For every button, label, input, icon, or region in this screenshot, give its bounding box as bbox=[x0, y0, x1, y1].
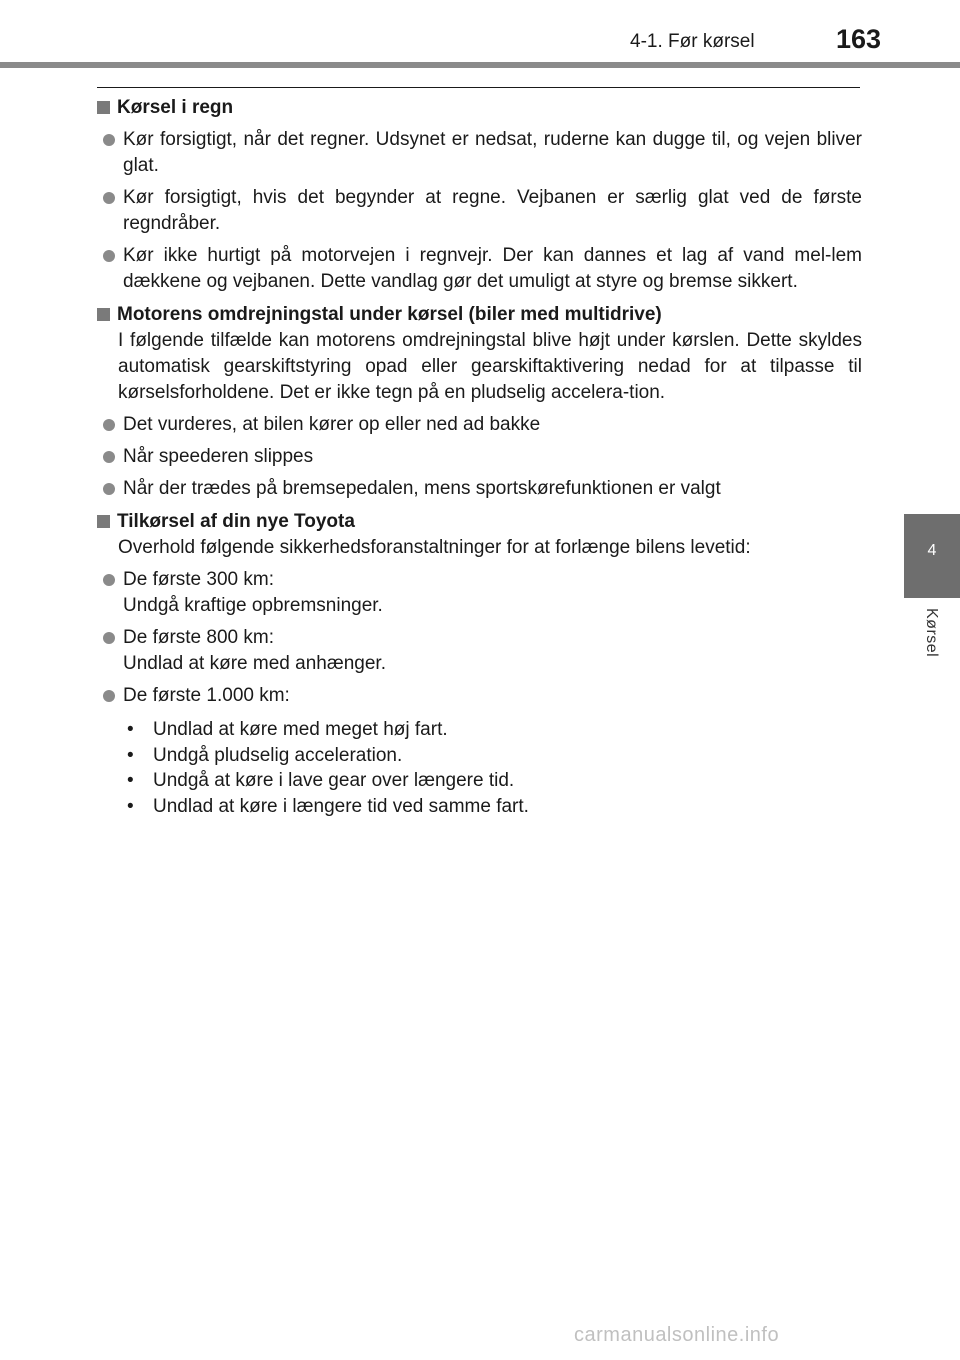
list-item-text: Når der trædes på bremsepedalen, mens sportskørefunktionen er valgt bbox=[123, 478, 721, 499]
list-item bbox=[97, 412, 862, 438]
list-item-label: De første 1.000 km: bbox=[123, 685, 290, 706]
list-item-text: Kør ikke hurtigt på motorvejen i regnvejr. Der kan dannes et lag af vand mel-lem dækkene og vejbanen. Dette vandlag gør det umuligt at styre og bremse sikkert. bbox=[123, 245, 862, 292]
chapter-tab-label: Kørsel bbox=[923, 608, 940, 658]
list-item bbox=[97, 444, 862, 470]
list-item-detail: Undgå kraftige opbremsninger. bbox=[123, 595, 383, 616]
header-section-title: 4-1. Før kørsel bbox=[630, 31, 755, 52]
round-bullet-icon bbox=[103, 451, 115, 463]
section-heading-motor bbox=[97, 301, 862, 328]
page-content bbox=[97, 94, 862, 819]
list-item bbox=[97, 476, 862, 502]
list-item-label: De første 800 km: bbox=[123, 627, 274, 648]
sub-bullet-item: • Undgå at køre i lave gear over længere tid. bbox=[127, 768, 862, 794]
round-bullet-icon bbox=[103, 250, 115, 262]
round-bullet-icon bbox=[103, 574, 115, 586]
list-item-detail: Undlad at køre med anhænger. bbox=[123, 653, 386, 674]
round-bullet-icon bbox=[103, 632, 115, 644]
sub-bullet-text: Undgå pludselig acceleration. bbox=[153, 744, 403, 766]
sub-bullet-list bbox=[127, 717, 862, 819]
list-item-label: De første 300 km: bbox=[123, 569, 274, 590]
square-bullet-icon bbox=[97, 515, 110, 528]
watermark: carmanualsonline.info bbox=[574, 1324, 780, 1346]
section-title: Motorens omdrejningstal under kørsel (biler med multidrive) bbox=[117, 304, 662, 325]
list-item bbox=[97, 243, 862, 295]
round-bullet-icon bbox=[103, 134, 115, 146]
square-bullet-icon bbox=[97, 308, 110, 321]
round-bullet-icon bbox=[103, 419, 115, 431]
page-number: 163 bbox=[836, 24, 882, 54]
chapter-tab[interactable] bbox=[904, 514, 960, 598]
divider bbox=[97, 87, 860, 88]
header-bar bbox=[0, 62, 960, 68]
sub-bullet-text: Undlad at køre med meget høj fart. bbox=[153, 719, 448, 740]
chapter-tab-number: 4 bbox=[927, 542, 937, 559]
section-intro: Overhold følgende sikkerhedsforanstaltninger for at forlænge bilens levetid: bbox=[118, 537, 751, 558]
list-item bbox=[97, 127, 862, 179]
list-item bbox=[97, 625, 862, 677]
section-heading-tilkoersel bbox=[97, 508, 862, 535]
round-bullet-icon bbox=[103, 483, 115, 495]
sub-bullet-item: • Undgå pludselig acceleration. bbox=[127, 743, 862, 769]
list-item-text: Når speederen slippes bbox=[123, 446, 314, 467]
section-title: Kørsel i regn bbox=[117, 97, 234, 118]
list-item-text: Kør forsigtigt, hvis det begynder at regne. Vejbanen er særlig glat ved de første regndråber. bbox=[123, 187, 862, 234]
section-heading-regn bbox=[97, 94, 862, 121]
list-item-text: Kør forsigtigt, når det regner. Udsynet er nedsat, ruderne kan dugge til, og vejen bliver glat. bbox=[123, 129, 862, 176]
section-title: Tilkørsel af din nye Toyota bbox=[117, 511, 355, 532]
sub-bullet-item: • Undlad at køre med meget høj fart. bbox=[127, 717, 862, 743]
sub-bullet-text: Undgå at køre i lave gear over længere tid. bbox=[153, 770, 515, 791]
list-item-text: Det vurderes, at bilen kører op eller ned ad bakke bbox=[123, 414, 541, 435]
round-bullet-icon bbox=[103, 192, 115, 204]
sub-bullet-item: • Undlad at køre i længere tid ved samme fart. bbox=[127, 794, 862, 820]
list-item bbox=[97, 567, 862, 619]
square-bullet-icon bbox=[97, 101, 110, 114]
section-intro: I følgende tilfælde kan motorens omdrejningstal blive højt under kørslen. Dette skyldes automatisk gearskiftstyring opad eller gearskiftaktivering nedad for at tilpasse til kørselsforholdene. Det er ikke tegn på en pludselig accelera-tion. bbox=[118, 330, 862, 403]
list-item bbox=[97, 683, 862, 709]
round-bullet-icon bbox=[103, 690, 115, 702]
list-item bbox=[97, 185, 862, 237]
sub-bullet-text: Undlad at køre i længere tid ved samme fart. bbox=[153, 795, 529, 817]
